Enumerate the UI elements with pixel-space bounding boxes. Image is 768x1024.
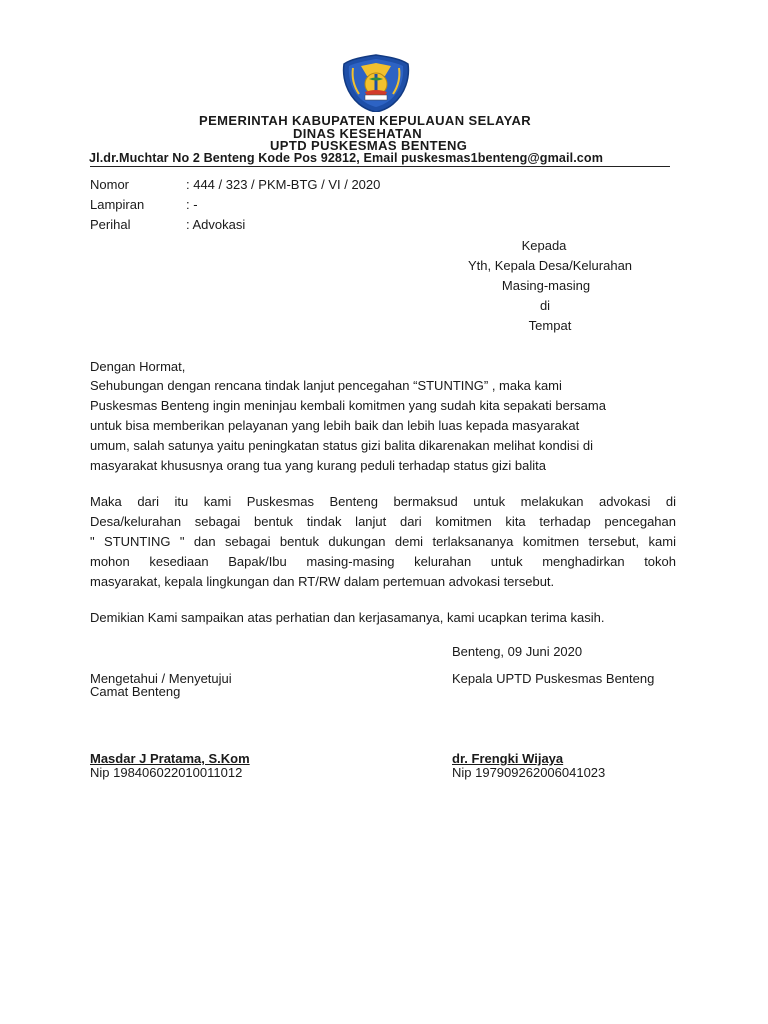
header-department: DINAS KESEHATAN	[293, 126, 423, 141]
nomor-value: : 444 / 323 / PKM-BTG / VI / 2020	[186, 177, 381, 192]
recipient-each: Masing-masing	[501, 278, 591, 293]
recipient-place: Tempat	[528, 318, 572, 333]
header-institution: UPTD PUSKESMAS BENTENG	[270, 138, 468, 153]
paragraph-line: masyarakat khususnya orang tua yang kurang peduli terhadap status gizi balita	[90, 458, 547, 473]
recipient-at: di	[539, 298, 551, 313]
header-government: PEMERINTAH KABUPATEN KEPULAUAN SELAYAR	[199, 113, 532, 128]
recipient-title: Yth, Kepala Desa/Kelurahan	[467, 258, 633, 273]
perihal-label: Perihal	[90, 217, 131, 232]
paragraph-line: Puskesmas Benteng ingin meninjau kembali komitmen yang sudah kita sepakati bersama	[90, 398, 606, 413]
right-signer-nip: Nip 197909262006041023	[452, 765, 606, 780]
paragraph-line: " STUNTING " dan sebagai bentuk dukungan demi terlaksananya komitmen tersebut, kami	[90, 534, 676, 549]
right-signer-name: dr. Frengki Wijaya	[452, 751, 564, 766]
recipient-to: Kepada	[521, 238, 567, 253]
paragraph-line: masyarakat, kepala lingkungan dan RT/RW dalam pertemuan advokasi tersebut.	[90, 574, 555, 589]
perihal-value: : Advokasi	[186, 217, 246, 232]
paragraph-line: Maka dari itu kami Puskesmas Benteng bermaksud untuk melakukan advokasi di	[90, 494, 676, 509]
salutation: Dengan Hormat,	[90, 359, 186, 374]
paragraph-intro	[90, 376, 676, 476]
paragraph-request	[90, 492, 676, 592]
left-signer-role: Mengetahui / Menyetujui	[90, 671, 232, 686]
left-signer-name: Masdar J Pratama, S.Kom	[90, 751, 250, 766]
paragraph-line: Desa/kelurahan sebagai bentuk tindak lanjut dari komitmen kita terhadap pencegahan	[90, 514, 676, 529]
puskesmas-logo	[341, 54, 411, 112]
left-signer-nip: Nip 198406022010011012	[90, 765, 243, 780]
left-signer-office: Camat Benteng	[90, 684, 181, 699]
paragraph-line: umum, salah satunya yaitu peningkatan status gizi balita dikarenakan melihat kondisi di	[90, 438, 593, 453]
lampiran-value: : -	[186, 197, 198, 212]
header-address: Jl.dr.Muchtar No 2 Benteng Kode Pos 92812, Email puskesmas1benteng@gmail.com	[89, 151, 603, 165]
paragraph-line: mohon kesediaan Bapak/Ibu masing-masing kelurahan untuk menghadirkan tokoh	[90, 554, 676, 569]
paragraph-line: untuk bisa memberikan pelayanan yang lebih baik dan lebih luas kepada masyarakat	[90, 418, 580, 433]
paragraph-line: Sehubungan dengan rencana tindak lanjut pencegahan “STUNTING” , maka kami	[90, 378, 562, 393]
lampiran-label: Lampiran	[90, 197, 145, 212]
place-date: Benteng, 09 Juni 2020	[452, 644, 583, 659]
header-divider	[90, 166, 670, 167]
closing-sentence: Demikian Kami sampaikan atas perhatian dan kerjasamanya, kami ucapkan terima kasih.	[90, 610, 605, 625]
nomor-label: Nomor	[90, 177, 130, 192]
right-signer-role: Kepala UPTD Puskesmas Benteng	[452, 671, 655, 686]
